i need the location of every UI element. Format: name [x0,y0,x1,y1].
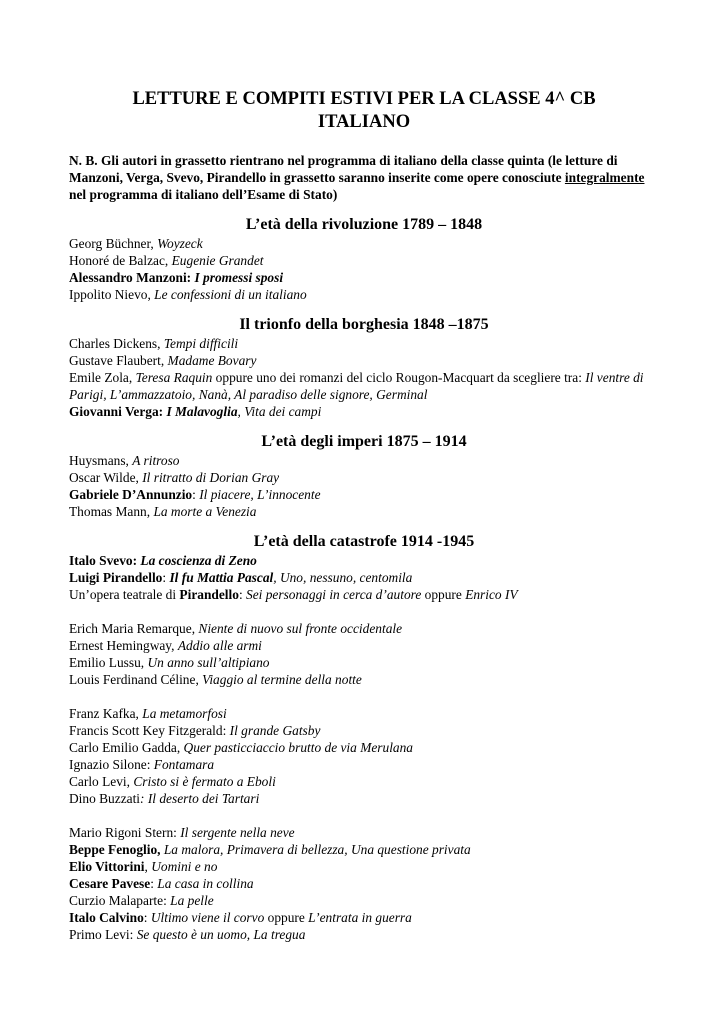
author: Mario Rigoni Stern: [69,825,181,840]
author: Carlo Levi, [69,774,134,789]
list-item [69,875,659,892]
note-text: Un’opera teatrale di [69,587,180,602]
list-item [69,654,659,671]
list-item [69,552,659,569]
separator: : [150,876,158,891]
work-title: Ultimo viene il corvo [150,910,265,925]
author: Curzio Malaparte: [69,893,171,908]
work-title: Le confessioni di un italiano [154,287,307,302]
author: Cesare Pavese [69,876,151,891]
separator: , [144,859,152,874]
author: Carlo Emilio Gadda, [69,740,184,755]
work-title: Sei personaggi in cerca d’autore [246,587,422,602]
work-title: , Vita dei campi [237,404,322,419]
work-title: Cristo si è fermato a Eboli [133,774,276,789]
section-heading: Il trionfo della borghesia 1848 –1875 [239,316,489,333]
section-heading: L’età della rivoluzione 1789 – 1848 [245,216,483,233]
work-title: A ritroso [132,453,180,468]
author: Giovanni Verga: [69,404,167,419]
separator: : [238,587,247,602]
list-item [69,486,659,503]
work-title: Tempi difficili [163,336,239,351]
list-item [69,705,659,722]
list-item [69,773,659,790]
note-paragraph [69,152,659,203]
list-item [69,722,659,739]
work-title: Madame Bovary [167,353,257,368]
work-title: Woyzeck [157,236,203,251]
author: Dino Buzzati [69,791,141,806]
author: Louis Ferdinand Céline, [69,672,203,687]
work-title: La malora, Primavera di bellezza, Una questione privata [160,842,471,857]
author: Pirandello [179,587,239,602]
separator: : [143,910,151,925]
author: Ignazio Silone: [69,757,154,772]
work-title: Fontamara [153,757,215,772]
list-item [69,892,659,909]
work-title: La coscienza di Zeno [140,553,257,568]
document-title [69,88,659,134]
work-title: Il piacere, L’innocente [199,487,321,502]
author: Huysmans, [69,453,133,468]
list-item [69,790,659,807]
author: Emilio Lussu, [69,655,148,670]
work-title: Niente di nuovo sul fronte occidentale [198,621,403,636]
separator: oppure [264,910,309,925]
list-item [69,858,659,875]
spacer [69,603,659,620]
list-item [69,739,659,756]
work-title: La morte a Venezia [153,504,257,519]
work-title: La pelle [170,893,214,908]
work-title: La casa in collina [157,876,254,891]
work-title: Il grande Gatsby [229,723,321,738]
author: Elio Vittorini [69,859,145,874]
list-item [69,469,659,486]
note-text: oppure uno dei romanzi del ciclo Rougon-Macquart da scegliere tra: [212,370,586,385]
author: Ippolito Nievo, [69,287,155,302]
section-imperi [69,432,659,520]
spacer [69,807,659,824]
work-title: Viaggio al termine della notte [202,672,362,687]
author: Alessandro Manzoni: [69,270,195,285]
list-item [69,369,659,403]
section-catastrofe [69,532,659,943]
author: Gabriele D’Annunzio [69,487,193,502]
note-text-1: N. B. Gli autori in grassetto rientrano nel programma di italiano della classe quinta (le letture di Manzoni, Verga, Svevo, Pirandello in grassetto saranno inserite come opere conosciute [69,153,618,185]
work-title: Il sergente nella neve [180,825,295,840]
author: Francis Scott Key Fitzgerald: [69,723,230,738]
work-title: I promessi sposi [194,270,284,285]
section-rivoluzione [69,215,659,303]
author: Erich Maria Remarque, [69,621,199,636]
list-item [69,569,659,586]
separator: : [192,487,200,502]
list-item [69,503,659,520]
work-title: L’entrata in guerra [308,910,412,925]
author: Ernest Hemingway, [69,638,178,653]
author: Emile Zola, [69,370,136,385]
list-item [69,352,659,369]
work-title: I Malavoglia [166,404,238,419]
author: Oscar Wilde, [69,470,143,485]
work-title: Il ritratto di Dorian Gray [142,470,280,485]
section-heading: L’età degli imperi 1875 – 1914 [261,433,467,450]
note-text-2: nel programma di italiano dell’Esame di Stato) [69,187,338,202]
work-title: Addio alle armi [177,638,262,653]
list-item [69,586,659,603]
author: Charles Dickens, [69,336,164,351]
author: Gustave Flaubert, [69,353,168,368]
work-title-list: Il ventre di Parigi, L’ammazzatoio, Nanà, Al paradiso delle signore, Germinal [69,370,644,402]
list-item [69,637,659,654]
work-title: Teresa Raquin [135,370,213,385]
section-heading: L’età della catastrofe 1914 -1945 [253,533,475,550]
list-item [69,335,659,352]
list-item [69,235,659,252]
work-title: : Il deserto dei Tartari [140,791,260,806]
work-title: Il fu Mattia Pascal [169,570,274,585]
author: Beppe Fenoglio, [69,842,161,857]
author: Luigi Pirandello [69,570,163,585]
list-item [69,286,659,303]
author: Italo Svevo: [69,553,141,568]
author: Honoré de Balzac, [69,253,172,268]
separator: : [162,570,170,585]
separator: oppure [421,587,466,602]
work-title: Eugenie Grandet [171,253,264,268]
list-item [69,671,659,688]
title-line-1: LETTURE E COMPITI ESTIVI PER LA CLASSE 4^ CB [132,89,596,109]
author: Primo Levi: [69,927,137,942]
list-item [69,909,659,926]
work-title: La metamorfosi [142,706,227,721]
author: Italo Calvino [69,910,144,925]
section-borghesia [69,315,659,420]
spacer [69,688,659,705]
list-item [69,269,659,286]
note-underlined-word: integralmente [564,170,645,185]
list-item [69,756,659,773]
document-page [69,88,659,943]
list-item [69,824,659,841]
work-title: Uomini e no [151,859,218,874]
work-title: Se questo è un uomo, La tregua [136,927,306,942]
list-item [69,403,659,420]
work-title: Enrico IV [465,587,518,602]
work-title: Un anno sull’altipiano [147,655,270,670]
author: Georg Büchner, [69,236,158,251]
title-line-2: ITALIANO [317,112,411,132]
list-item [69,841,659,858]
list-item [69,926,659,943]
work-title: Quer pasticciaccio brutto de via Merulana [183,740,413,755]
list-item [69,620,659,637]
list-item [69,452,659,469]
author: Thomas Mann, [69,504,154,519]
list-item [69,252,659,269]
author: Franz Kafka, [69,706,143,721]
work-title: , Uno, nessuno, centomila [273,570,413,585]
